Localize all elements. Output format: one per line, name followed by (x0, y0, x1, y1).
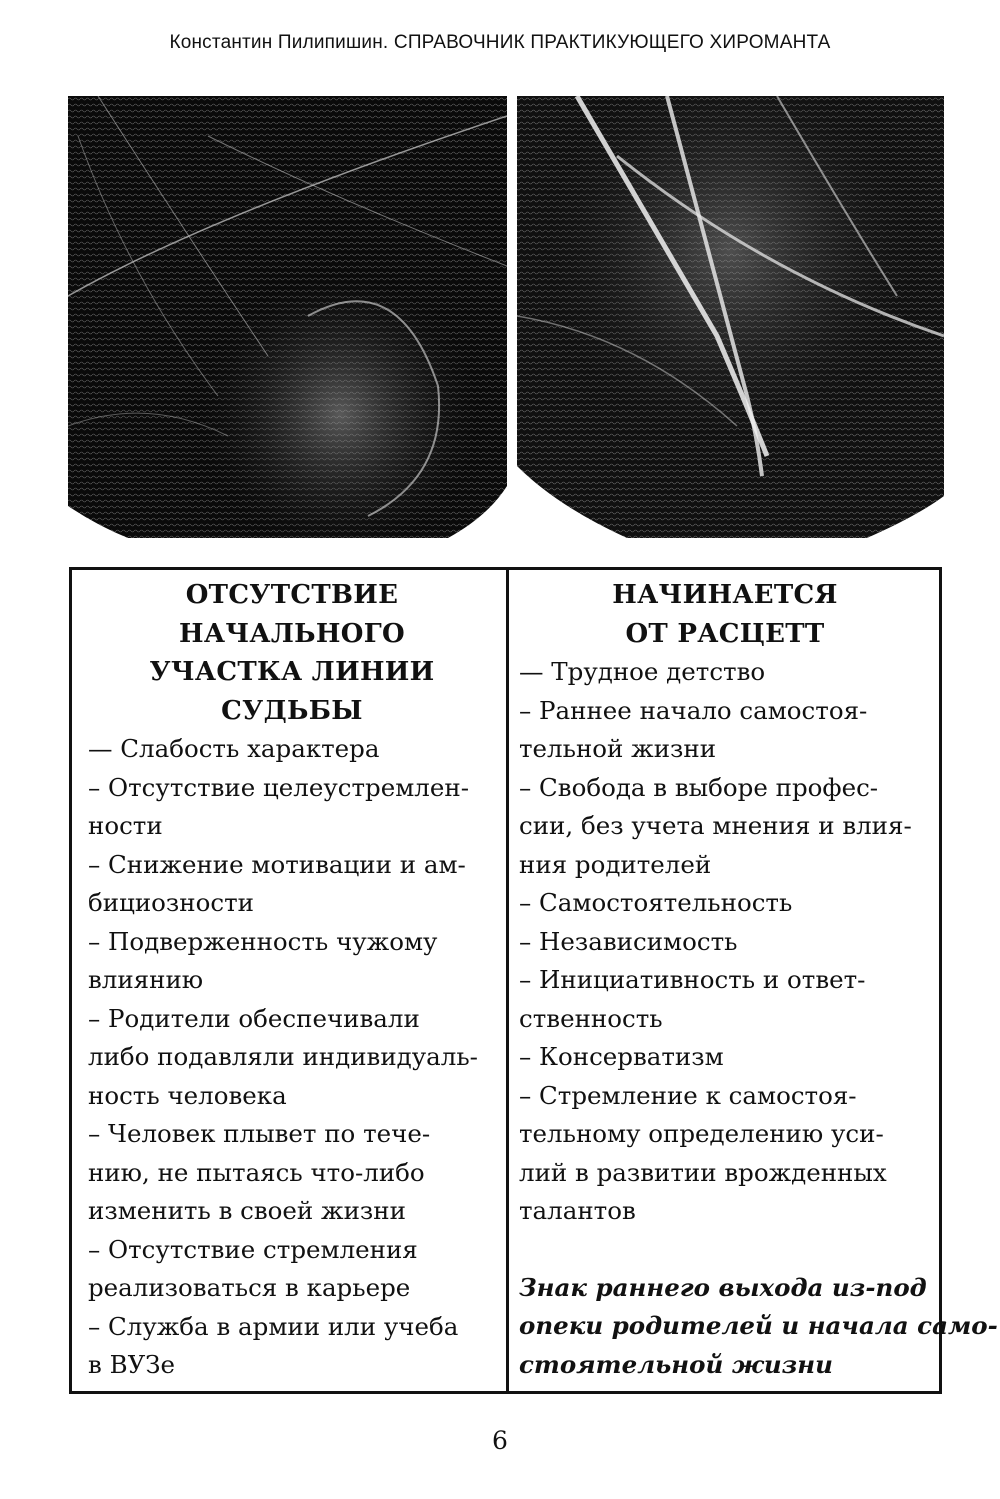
text-line: либо подавляли индивидуаль- (88, 1042, 478, 1071)
text-line: — Слабость характера (88, 734, 380, 763)
text-line: – Независимость (519, 926, 738, 956)
note-line: Знак раннего выхода из-под (519, 1272, 927, 1302)
running-head: Константин Пилипишин. СПРАВОЧНИК ПРАКТИКУЮЩЕГО ХИРОМАНТА (169, 32, 831, 53)
title-line: НАЧАЛЬНОГО (179, 618, 405, 649)
palm-photos (68, 96, 944, 538)
text-line: лий в развитии врожденных (519, 1157, 887, 1187)
text-line: ность человека (88, 1080, 287, 1110)
text-line: – Отсутствие целеустремлен- (88, 772, 469, 802)
text-line: тельному определению уси- (519, 1119, 884, 1148)
text-line: – Самостоятельность (519, 888, 793, 917)
text-line: реализоваться в карьере (88, 1273, 411, 1302)
palm-photo-left (68, 96, 507, 538)
text-line: нию, не пытаясь что-либо (88, 1157, 425, 1187)
comparison-table (69, 567, 998, 1394)
left-column-title (88, 576, 496, 730)
text-line: бициозности (88, 888, 254, 917)
text-line: – Инициативность и ответ- (519, 965, 866, 994)
text-line: – Подверженность чужому (88, 926, 438, 956)
right-column-title (519, 576, 931, 653)
text-line: ности (88, 811, 163, 840)
palm-photo-right (517, 96, 944, 538)
text-line: – Стремление к самостоя- (519, 1080, 857, 1110)
text-line: – Консерватизм (519, 1042, 724, 1071)
left-column (72, 570, 509, 1391)
palm-print-right-image (517, 96, 944, 538)
note-line: стоятельной жизни (519, 1349, 833, 1379)
title-line: УЧАСТКА ЛИНИИ (149, 657, 435, 687)
text-line: тельной жизни (519, 734, 717, 763)
palm-print-left-image (68, 96, 507, 538)
italic-note (519, 1269, 998, 1385)
text-line: ственность (519, 1003, 663, 1033)
text-line: — Трудное детство (519, 657, 766, 686)
text-line: сии, без учета мнения и влия- (519, 811, 912, 840)
text-line: ния родителей (519, 849, 712, 879)
right-column (509, 570, 998, 1391)
text-line: изменить в своей жизни (88, 1196, 406, 1225)
text-line: – Снижение мотивации и ам- (88, 849, 466, 879)
text-line: влиянию (88, 965, 204, 994)
text-line: – Отсутствие стремления (88, 1234, 418, 1264)
note-line: опеки родителей и начала само- (519, 1311, 998, 1340)
title-line: ОТ РАСЦЕТТ (625, 618, 825, 649)
title-line: ОТСУТСТВИЕ (185, 580, 399, 610)
text-line: талантов (519, 1196, 636, 1225)
title-line: СУДЬБЫ (221, 695, 363, 726)
text-line: – Родители обеспечивали (88, 1003, 420, 1033)
title-line: НАЧИНАЕТСЯ (612, 580, 838, 610)
text-line: – Раннее начало самостоя- (519, 695, 868, 725)
page-number: 6 (492, 1426, 508, 1455)
text-line: в ВУЗе (88, 1350, 176, 1379)
text-line: – Человек плывет по тече- (88, 1119, 431, 1148)
text-line: – Служба в армии или учеба (88, 1311, 459, 1341)
text-line: – Свобода в выборе профес- (519, 772, 879, 802)
